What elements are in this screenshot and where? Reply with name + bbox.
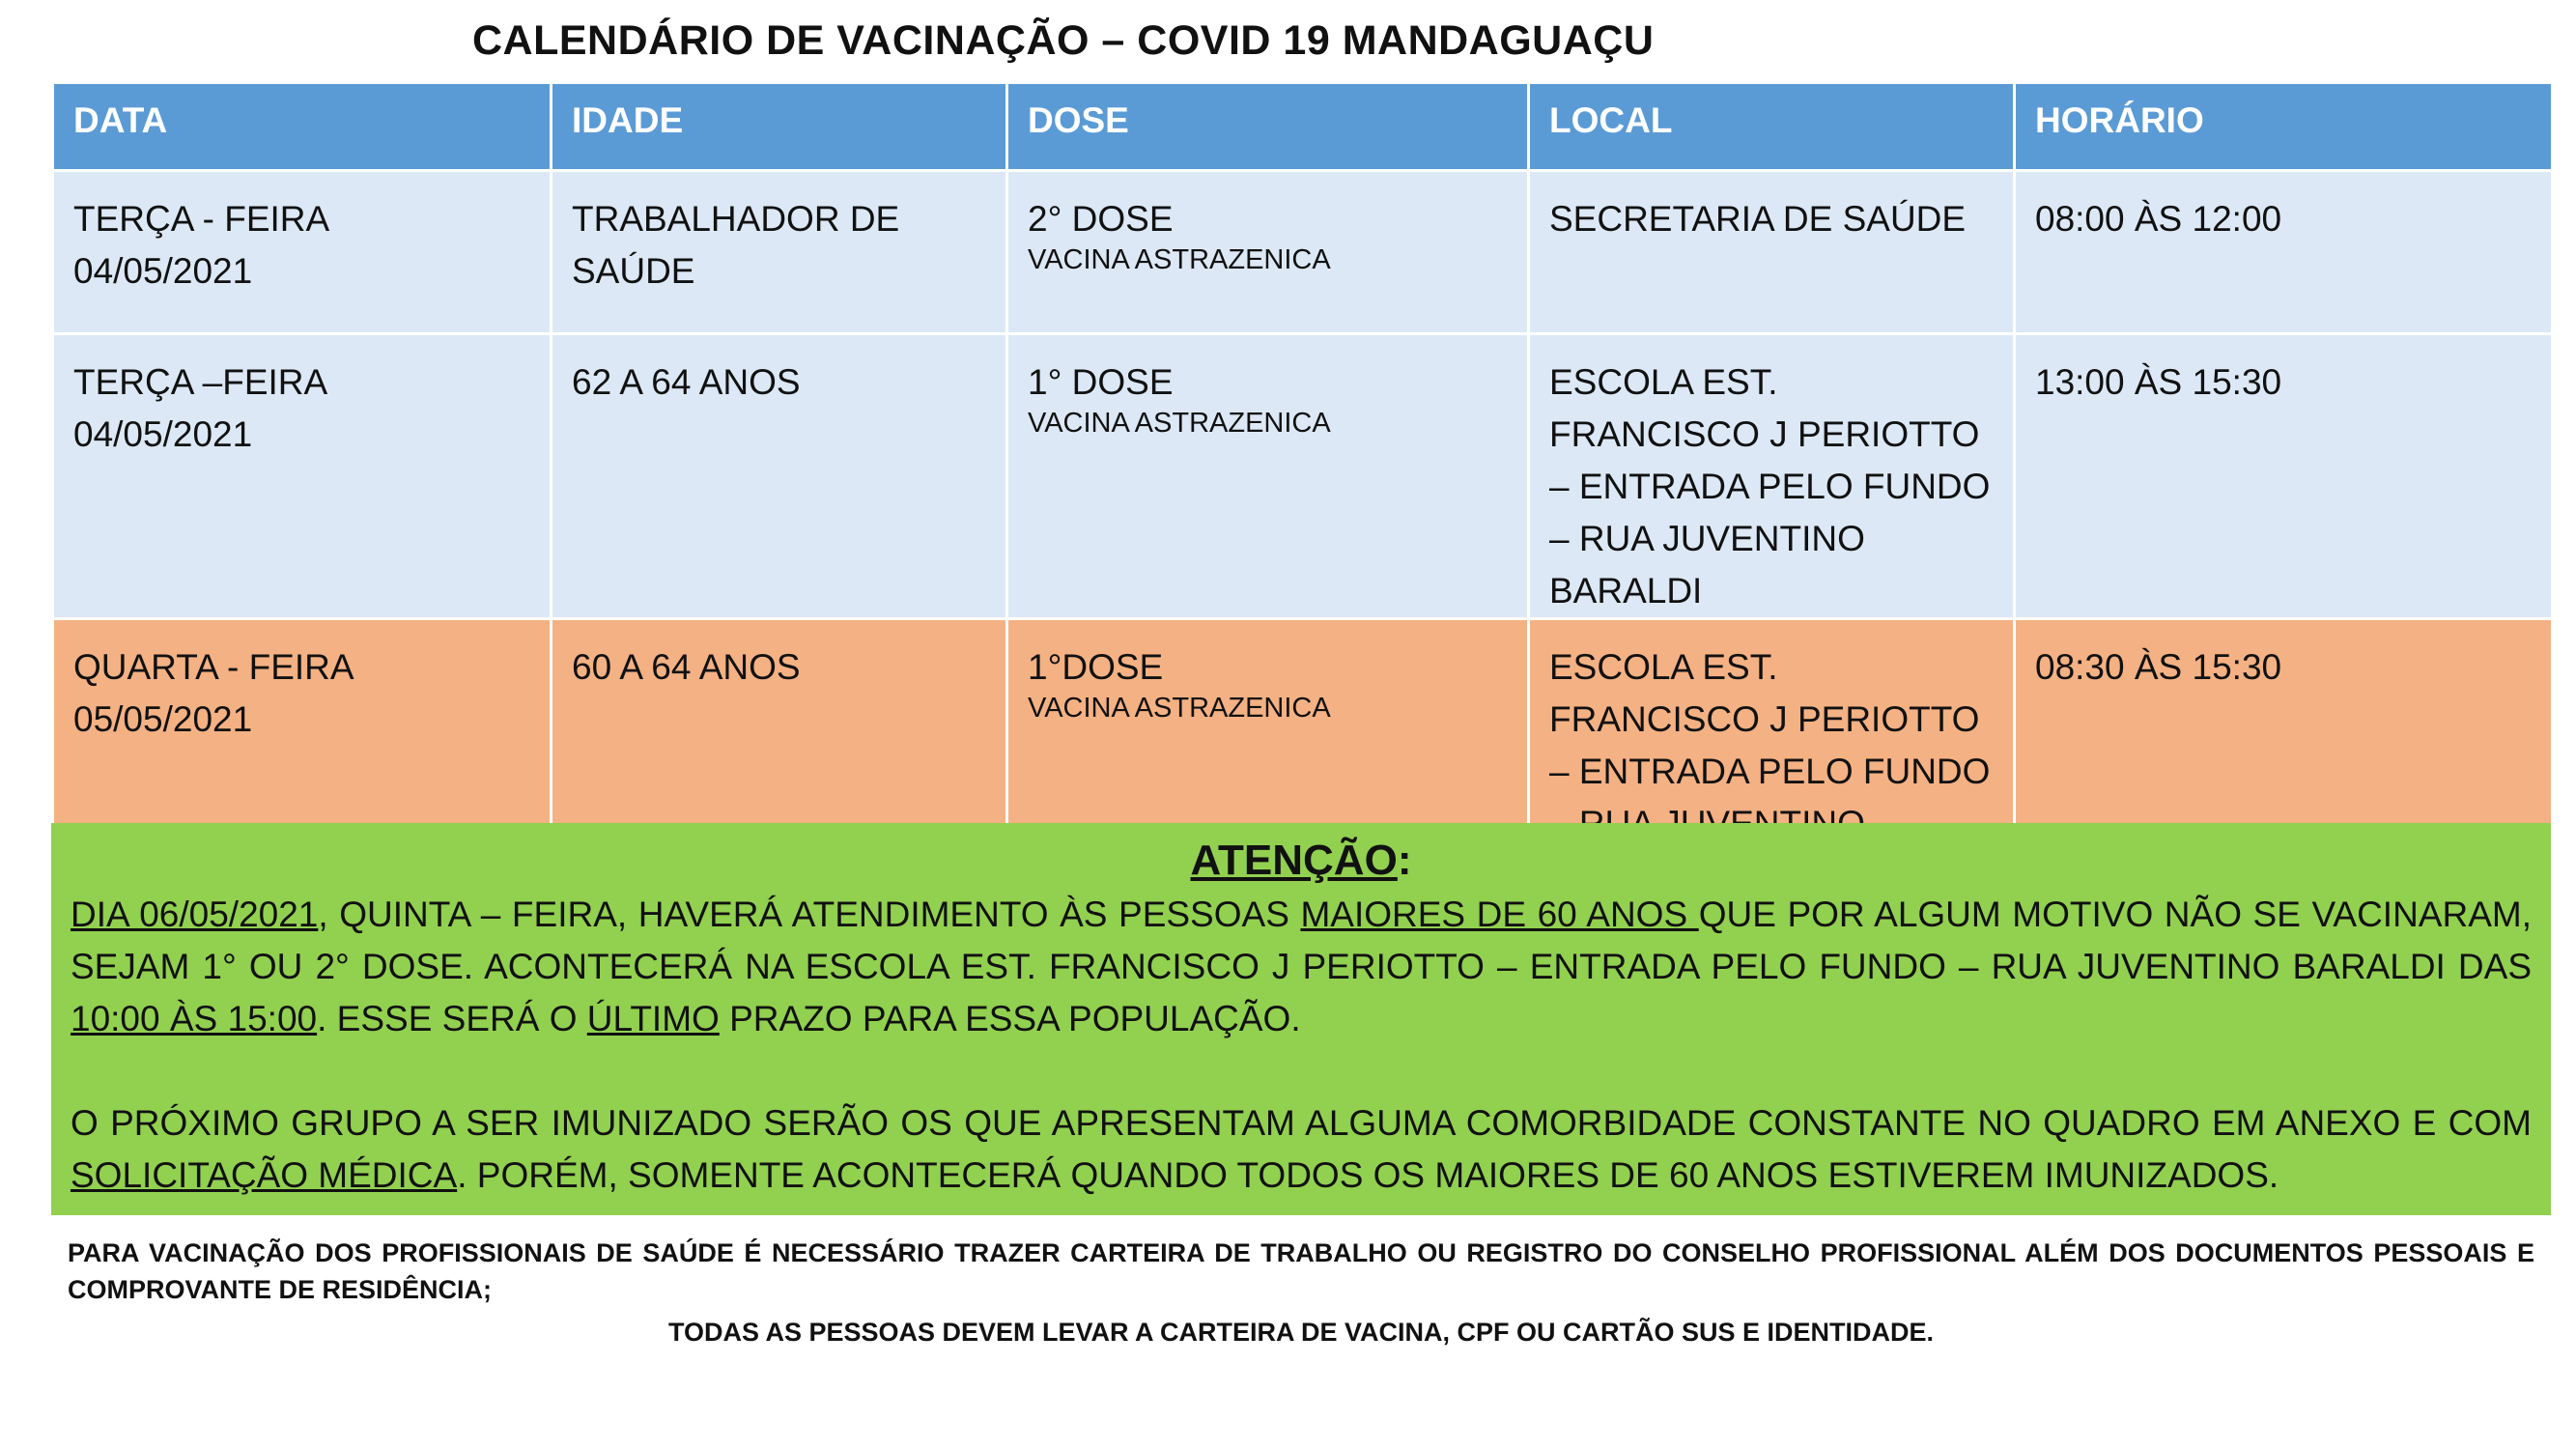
row-age-continued: SAÚDE bbox=[572, 251, 695, 291]
cell-data bbox=[53, 171, 552, 334]
notice-last: ÚLTIMO bbox=[586, 999, 720, 1038]
row-age: 60 A 64 ANOS bbox=[572, 647, 801, 687]
notice-text: PRAZO PARA ESSA POPULAÇÃO. bbox=[719, 999, 1301, 1038]
notice-text: . ESSE SERÁ O bbox=[317, 999, 587, 1038]
row-day: TERÇA –FEIRA bbox=[73, 362, 328, 402]
cell-local: ESCOLA EST. FRANCISCO J PERIOTTO – ENTRADA PELO FUNDO bbox=[1529, 619, 2015, 904]
notice-title-text: ATENÇÃO bbox=[1190, 837, 1398, 884]
footer-note: PARA VACINAÇÃO DOS PROFISSIONAIS DE SAÚDE É NECESSÁRIO TRAZER CARTEIRA DE TRABALHO OU REGISTRO DO CONSELHO PROFISSIONAL ALÉM DOS DOCUMENTOS PESSOAIS E COMPROVANTE DE RESIDÊNCIA; bbox=[68, 1238, 2534, 1304]
row-dose: 2° DOSE bbox=[1028, 199, 1174, 239]
notice-date: DIA 06/05/2021 bbox=[71, 895, 319, 934]
row-vaccine: VACINA ASTRAZENICA bbox=[1028, 408, 1331, 439]
page-title: CALENDÁRIO DE VACINAÇÃO – COVID 19 MANDAGUAÇU bbox=[472, 17, 1655, 64]
footer-requirements: TODAS AS PESSOAS DEVEM LEVAR A CARTEIRA DE VACINA, CPF OU CARTÃO SUS E IDENTIDADE. bbox=[667, 1318, 1935, 1347]
row-age: 62 A 64 ANOS bbox=[572, 362, 801, 402]
cell-horario: 08:30 ÀS 15:30 bbox=[2015, 619, 2553, 904]
cell-horario: 13:00 ÀS 15:30 bbox=[2015, 334, 2553, 619]
table-row bbox=[53, 334, 2553, 619]
notice-hours: 10:00 ÀS 15:00 bbox=[71, 999, 318, 1038]
notice-title bbox=[71, 833, 2532, 889]
cell-dose bbox=[1007, 171, 1529, 334]
notice-paragraph-1 bbox=[71, 889, 2532, 1045]
notice-paragraph-2 bbox=[71, 1097, 2532, 1202]
attention-notice bbox=[51, 823, 2551, 1215]
row-date: 04/05/2021 bbox=[73, 414, 253, 454]
cell-local: SECRETARIA DE SAÚDE bbox=[1529, 171, 2015, 334]
header-data: DATA bbox=[53, 83, 552, 171]
row-dose: 1°DOSE bbox=[1028, 647, 1164, 687]
row-date: 04/05/2021 bbox=[73, 251, 253, 291]
cell-data bbox=[53, 334, 552, 619]
row-vaccine: VACINA ASTRAZENICA bbox=[1028, 693, 1331, 724]
cell-dose bbox=[1007, 334, 1529, 619]
header-idade: IDADE bbox=[552, 83, 1007, 171]
cell-horario: 08:00 ÀS 12:00 bbox=[2015, 171, 2553, 334]
vaccination-schedule-table bbox=[51, 81, 2554, 905]
table-row bbox=[53, 171, 2553, 334]
header-horario: HORÁRIO bbox=[2015, 83, 2553, 171]
header-dose: DOSE bbox=[1007, 83, 1529, 171]
table-header-row bbox=[53, 83, 2553, 171]
cell-local: ESCOLA EST. FRANCISCO J PERIOTTO – ENTRADA PELO FUNDO – RUA JUVENTINO BARALDI bbox=[1529, 334, 2015, 619]
cell-idade bbox=[552, 171, 1007, 334]
notice-text: QUE POR ALGUM MOTIVO NÃO SE VACINARAM, SEJAM 1° OU 2° DOSE. ACONTECERÁ NA ESCOLA EST. FRANCISCO J PERIOTTO – ENTRADA PELO FUNDO – RUA JUVENTINO BARALDI DAS bbox=[71, 895, 2532, 986]
notice-text: , QUINTA – FEIRA, HAVERÁ ATENDIMENTO ÀS PESSOAS bbox=[318, 895, 1301, 934]
cell-idade bbox=[552, 334, 1007, 619]
row-dose: 1° DOSE bbox=[1028, 362, 1174, 402]
row-age: TRABALHADOR DE bbox=[572, 199, 900, 239]
row-date: 05/05/2021 bbox=[73, 699, 253, 739]
notice-title-colon: : bbox=[1397, 837, 1412, 884]
notice-age-group: MAIORES DE 60 ANOS bbox=[1300, 895, 1699, 934]
header-local: LOCAL bbox=[1529, 83, 2015, 171]
notice-medical-request: SOLICITAÇÃO MÉDICA bbox=[71, 1155, 458, 1195]
row-day: TERÇA - FEIRA bbox=[73, 199, 330, 239]
row-vaccine: VACINA ASTRAZENICA bbox=[1028, 244, 1331, 275]
row-day: QUARTA - FEIRA bbox=[73, 647, 354, 687]
notice-text: . PORÉM, SOMENTE ACONTECERÁ QUANDO TODOS OS MAIORES DE 60 ANOS ESTIVEREM IMUNIZADOS. bbox=[457, 1155, 2279, 1195]
notice-text: O PRÓXIMO GRUPO A SER IMUNIZADO SERÃO OS QUE APRESENTAM ALGUMA COMORBIDADE CONSTANTE NO QUADRO EM ANEXO E COM bbox=[71, 1103, 2532, 1143]
